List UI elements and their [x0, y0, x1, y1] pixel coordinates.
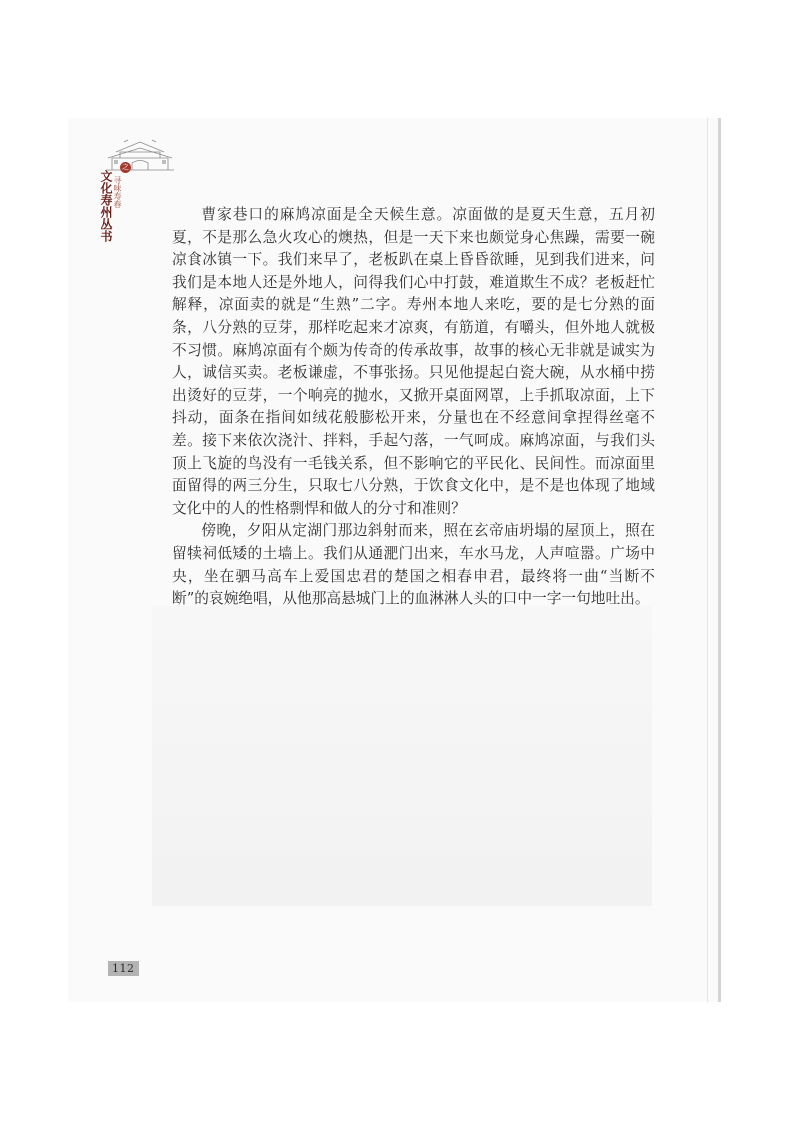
faint-background-photo: [152, 606, 652, 906]
body-text: [172, 204, 655, 611]
series-title: 文化寿州丛书: [99, 170, 113, 242]
book-page: [68, 118, 721, 1002]
page-edge-line: [707, 118, 708, 1002]
paragraph: 傍晚，夕阳从定湖门那边斜射而来，照在玄帝庙坍塌的屋顶上，照在留犊祠低矮的土墙上。我们从通淝门出来，车水马龙，人声喧嚣。广场中央，坐在驷马高车上爱国忠君的楚国之相春申君，最终将一曲“当断不断”的哀婉绝唱，从他那高悬城门上的血淋淋人头的口中一字一句地吐出。: [172, 522, 655, 608]
paragraph: 曹家巷口的麻鸠凉面是全天候生意。凉面做的是夏天生意，五月初夏，不是那么急火攻心的燠热，但是一天下来也颇觉身心焦躁，需要一碗凉食冰镇一下。我们来早了，老板趴在桌上昏昏欲睡，见到我们进来，问我们是本地人还是外地人，问得我们心中打鼓，难道欺生不成？老板赶忙解释，凉面卖的就是“生熟”二字。寿州本地人来吃，要的是七分熟的面条，八分熟的豆芽，那样吃起来才凉爽，有筋道，有嚼头，但外地人就极不习惯。麻鸠凉面有个颇为传奇的传承故事，故事的核心无非就是诚实为人，诚信买卖。老板谦虚，不事张扬。只见他提起白瓷大碗，从水桶中捞出烫好的豆芽，一个响亮的抛水，又掀开桌面网罩，上手抓取凉面，上下抖动，面条在指间如绒花般膨松开来，分量也在不经意间拿捏得丝毫不差。接下来依次浇汁、拌料，手起勺落，一气呵成。麻鸠凉面，与我们头顶上飞旋的鸟没有一毛钱关系，但不影响它的平民化、民间性。而凉面里面留得的两三分生，只取七八分熟，于饮食文化中，是不是也体现了地域文化中的人的性格剽悍和做人的分寸和准则？: [172, 206, 655, 517]
series-subtitle: 寻味寿春: [113, 176, 122, 208]
page-number: 112: [108, 961, 139, 976]
series-emblem: 之: [122, 163, 129, 171]
